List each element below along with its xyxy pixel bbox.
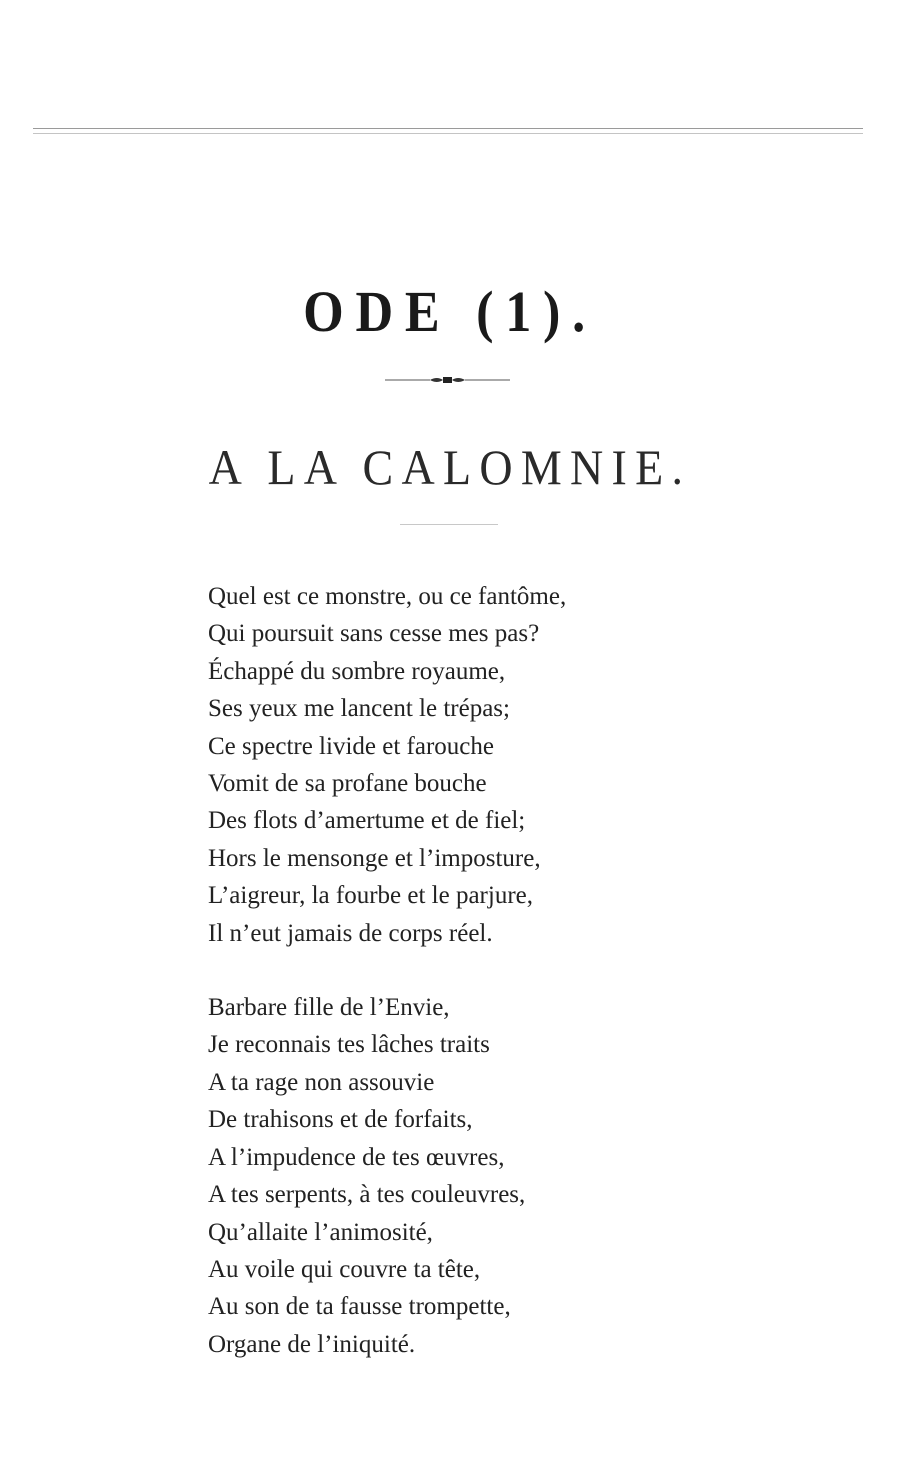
verse-line: A tes serpents, à tes couleuvres, [208,1181,526,1209]
verse-line: Au son de ta fausse trompette, [208,1293,511,1321]
verse-line: L’aigreur, la fourbe et le parjure, [208,882,533,910]
header-rule-thin [33,133,863,134]
verse-line: Ses yeux me lancent le trépas; [208,695,510,723]
verse-line: A l’impudence de tes œuvres, [208,1143,505,1171]
verse-line: Vomit de sa profane bouche [208,770,487,798]
verse-line: Qu’allaite l’animosité, [208,1218,433,1246]
verse-line: Barbare fille de l’Envie, [208,994,450,1022]
verse-line: Ce spectre livide et farouche [208,732,494,760]
verse-line: De trahisons et de forfaits, [208,1106,473,1134]
stanza-2 [208,989,728,1363]
poem-body [208,578,728,1363]
verse-line: Je reconnais tes lâches traits [208,1031,490,1059]
verse-line: Qui poursuit sans cesse mes pas? [208,620,540,648]
verse-line: Organe de l’iniquité. [208,1330,416,1358]
header-rule [33,128,863,129]
subtitle-rule [400,524,498,525]
verse-line: Des flots d’amertume et de fiel; [208,807,526,835]
verse-line: Il n’eut jamais de corps réel. [208,919,493,947]
verse-line: Hors le mensonge et l’imposture, [208,844,541,872]
ornament-divider [385,371,510,389]
verse-line: Échappé du sombre royaume, [208,657,506,685]
poem-subtitle: A LA CALOMNIE. [208,439,692,495]
ode-title: ODE (1). [303,279,597,344]
verse-line: A ta rage non assouvie [208,1068,435,1096]
verse-line: Au voile qui couvre ta tête, [208,1255,481,1283]
stanza-1 [208,578,728,952]
verse-line: Quel est ce monstre, ou ce fantôme, [208,583,567,610]
